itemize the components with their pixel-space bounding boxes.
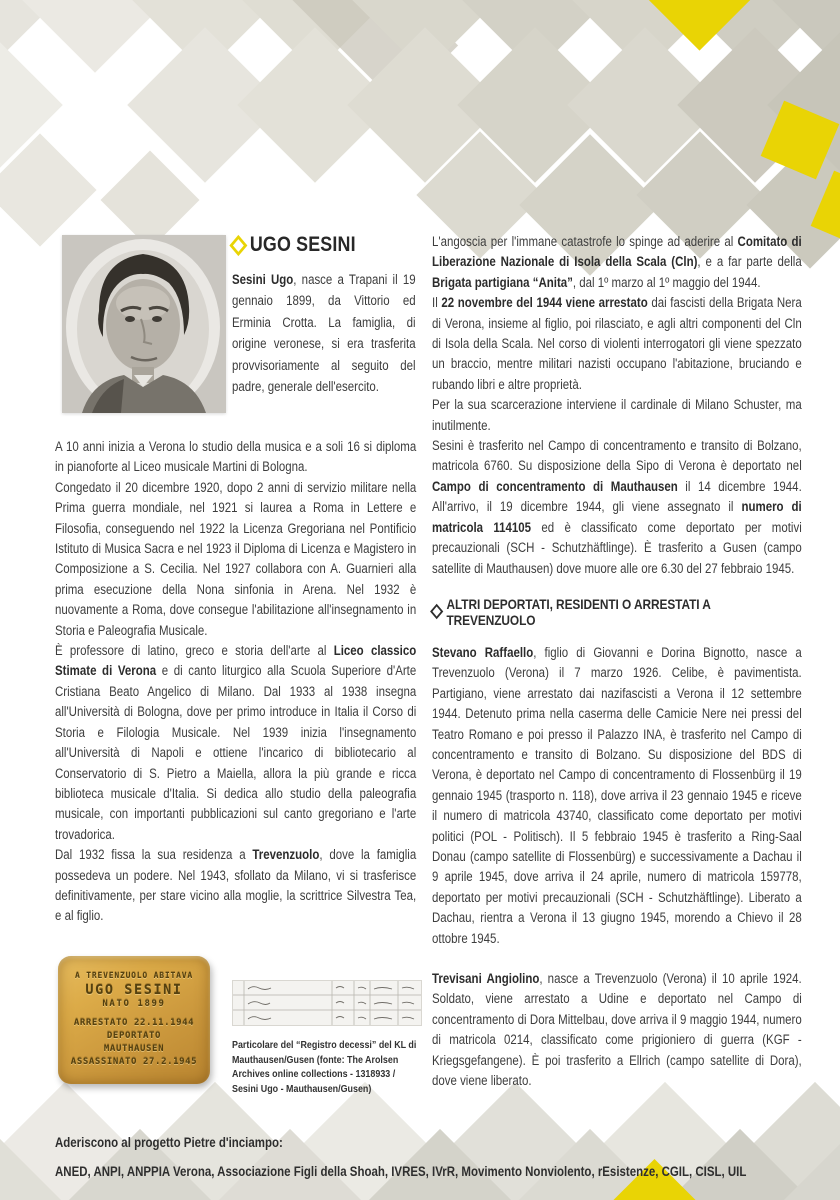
profile-header	[232, 233, 416, 397]
paragraph: Dal 1932 fissa la sua residenza a Trevenzuolo, dove la famiglia possedeva un podere. Nel 1943, sfollato da Milano, vi si trasferisce definitivamente, per stare vicino alla moglie, la scrittrice Silvestra Tea, e al figlio.	[55, 847, 417, 924]
footer	[55, 1128, 824, 1186]
paragraph: È professore di latino, greco e storia dell'arte al Liceo classico Stimate di Verona e di canto liturgico alla Scuola Superiore d'Arte Cristiana Beato Angelico di Milano. Dal 1933 al 1938 insegna all'Università di Bologna, dove per primo introduce in Italia il Corso di Storia e Filologia Musicale. Nel 1939 inizia l'insegnamento all'Università di Napoli e ottiene l'incarico di bibliotecario al Conservatorio di S. Pietro a Maiella, allora la più grande e ricca biblioteca musicale d'Italia. Si dedica allo studio della paleografia musicale, con importanti pubblicazioni sul canto gregoriano e l'arte trovadorica.	[55, 643, 417, 842]
plaque-line: NATO 1899	[102, 999, 166, 1009]
footer-line-project: Aderiscono al progetto Pietre d'inciampo:	[55, 1135, 283, 1150]
portrait-illustration	[62, 235, 226, 413]
left-column	[55, 437, 416, 927]
page-title: UGO SESINI	[249, 233, 356, 256]
profile-intro: Sesini Ugo, nasce a Trapani il 19 gennaio 1899, da Vittorio ed Erminia Crotta. La famiglia, di origine veronese, si era trasferita provvisoriamente al seguito del padre, generale dell'esercito.	[232, 272, 416, 395]
section-heading	[432, 596, 802, 628]
plaque-line: A TREVENZUOLO ABITAVA	[75, 971, 193, 980]
paragraph: Stevano Raffaello, figlio di Giovanni e Dorina Bignotto, nasce a Trevenzuolo (Verona) il 7 marzo 1926. Celibe, è pavimentista. Partigiano, viene arrestato dai nazifascisti a Verona il 12 settembre 1944. Detenuto prima nella caserma delle Camicie Nere nei pressi del Teatro Romano e poi presso il Palazzo INA, è trasferito nel Campo di concentramento e transito di Bolzano. Su disposizione del BDS di Verona, è deportato nel Campo di concentramento di Flossenbürg il 19 gennaio 1945 (trasporto n. 118), dove arriva il 23 gennaio 1945 e riceve il numero di matricola 43740, classificato come deportato per motivi politici (POL - Politisch). Il 5 febbraio 1945 è trasferito a Ring-Saal Donau (campo satellite di Flossenbürg) e successivamente a Dachau il 9 aprile 1945, dove arriva il 24 aprile, numero di matricola 159778, deportato per motivi precauzionali (SCH - Schutzhäftlinge). Liberato a Dachau, rientra a Verona il 13 giugno 1945, morendo a Chievo il 28 ottobre 1945.	[432, 644, 802, 946]
plaque-line: ARRESTATO 22.11.1944	[73, 1018, 195, 1028]
paragraph: L'angoscia per l'immane catastrofe lo spinge ad aderire al Comitato di Liberazione Nazionale di Isola della Scala (Cln), e a far parte della Brigata partigiana “Anita”, dal 1º marzo al 1º maggio del 1944.	[432, 234, 802, 290]
paragraph: Congedato il 20 dicembre 1920, dopo 2 anni di servizio militare nella Prima guerra mondiale, nel 1921 si laurea a Roma in Lettere e Filosofia, conseguendo nel 1922 la Licenza Gregoriana nel Pontificio Istituto di Musica Sacra e nel 1923 il Diploma di Licenza e Magistero in Composizione a S. Cecilia. Nel 1927 collabora con A. Guarnieri alla prima esecuzione della Nona sinfonia in Arena. Nel 1932 è nuovamente a Roma, dove consegue l'abilitazione all'insegnamento in Storia e Paleografia Musicale.	[55, 479, 417, 638]
plaque-line: ASSASSINATO 27.2.1945	[70, 1057, 198, 1067]
stolperstein-photo	[58, 956, 210, 1084]
section-heading-label: ALTRI DEPORTATI, RESIDENTI O ARRESTATI A TREVENZUOLO	[446, 595, 711, 628]
paragraph: A 10 anni inizia a Verona lo studio della musica e a soli 16 si diploma in pianoforte al Liceo musicale Martini di Bologna.	[55, 439, 417, 475]
diamond-icon	[229, 234, 247, 255]
diamond-outline-icon	[430, 604, 443, 620]
plaque-line: DEPORTATO	[106, 1031, 162, 1041]
footer-line-organizations: ANED, ANPI, ANPPIA Verona, Associazione Figli della Shoah, IVRES, IVrR, Movimento Nonviolento, rEsistenze, CGIL, CISL, UIL	[55, 1164, 747, 1179]
paragraph: Per la sua scarcerazione interviene il cardinale di Milano Schuster, ma inutilmente.	[432, 397, 802, 433]
right-column	[432, 232, 802, 1091]
death-register-scan	[232, 980, 422, 1026]
paragraph: Sesini è trasferito nel Campo di concentramento e transito di Bolzano, matricola 6760. Su disposizione della Sipo di Verona è deportato nel Campo di concentramento di Mauthausen il 14 dicembre 1944. All'arrivo, il 19 dicembre 1944, gli viene assegnato il numero di matricola 114105 ed è classificato come deportato per motivi precauzionali (SCH - Schutzhäftlinge). È trasferito a Gusen (campo satellite di Mauthausen) dove muore alle ore 6.30 del 27 febbraio 1945.	[432, 438, 802, 576]
plaque-line: UGO SESINI	[85, 982, 183, 998]
portrait-photo	[62, 235, 226, 413]
plaque-line: MAUTHAUSEN	[103, 1044, 165, 1054]
paragraph: Il 22 novembre del 1944 viene arrestato dai fascisti della Brigata Nera di Verona, insieme al figlio, poi rilasciato, e agli altri componenti del Cln di Isola della Scala. Nel corso di violenti interrogatori gli viene spezzato un braccio, mentre militari nazisti occupano l'abitazione, bruciando e rubando libri e altre proprietà.	[432, 295, 802, 392]
paragraph: Trevisani Angiolino, nasce a Trevenzuolo (Verona) il 10 aprile 1924. Soldato, viene arrestato a Udine e deportato nel Campo di concentramento di Dora Mittelbau, dove arriva il 9 maggio 1944, numero di matricola 0214, classificato come prigioniero di guerra (KGF - Kriegsgefangene). È poi trasferito a Ellrich (campo satellite di Dora), dove viene liberato.	[432, 971, 802, 1089]
photo-caption: Particolare del “Registro decessi” del KL di Mauthausen/Gusen (fonte: The Arolsen Archives online collections - 1318933 / Sesini Ugo - Mauthausen/Gusen)	[232, 1039, 417, 1095]
